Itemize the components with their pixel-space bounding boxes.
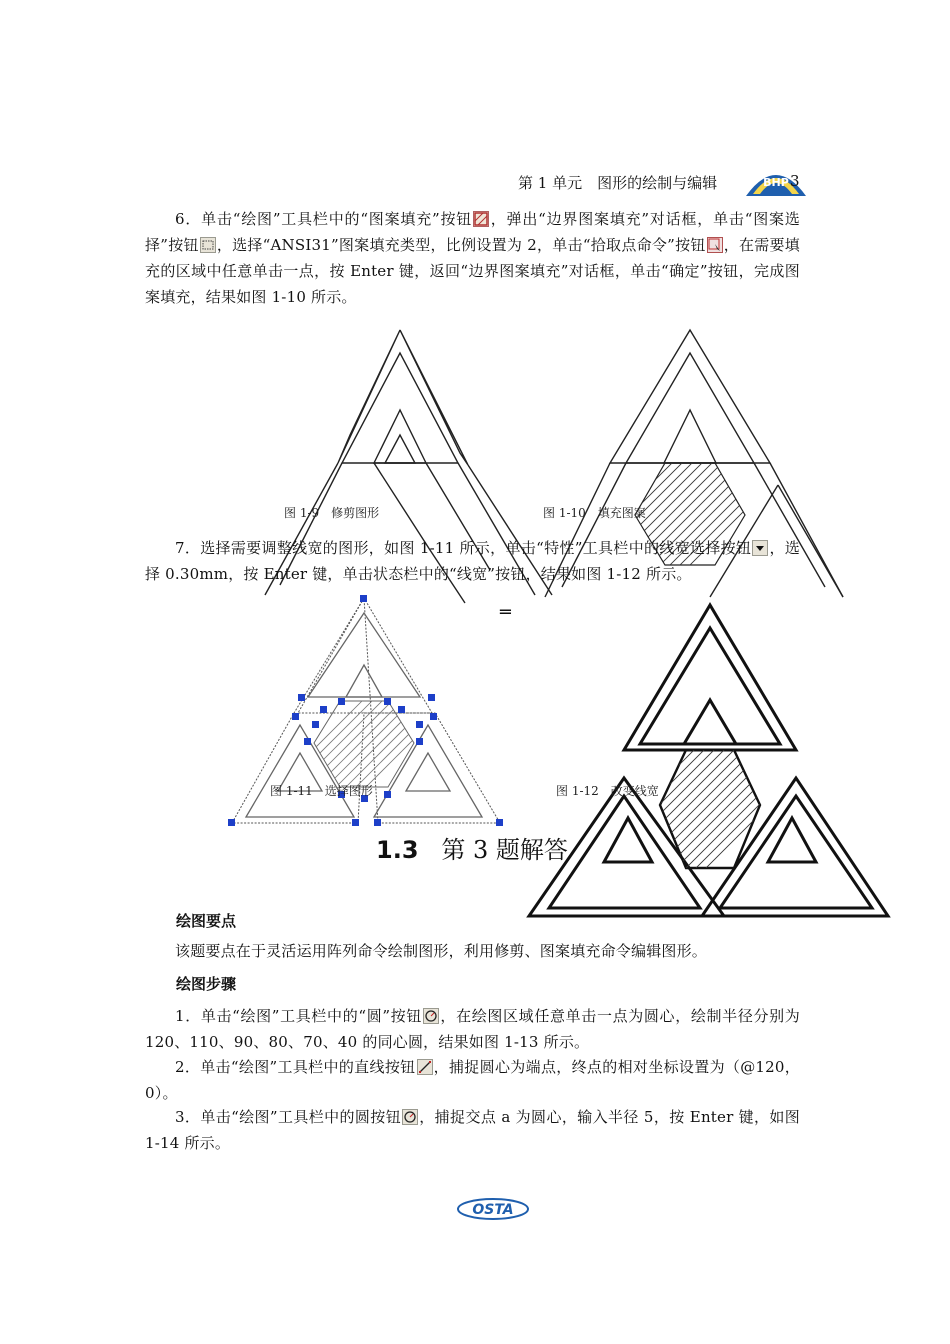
caption-fig-1-10: 图 1-10 填充图案 [543, 506, 646, 520]
step-1: 1．单击“绘图”工具栏中的“圆”按钮 ，在绘图区域任意单击一点为圆心，绘制半径分别为 120、110、90、80、70、40 的同心圆，结果如图 1-13 所示。 [145, 1007, 800, 1051]
caption-fig-1-12: 图 1-12 改变线宽 [556, 784, 659, 798]
key-points-heading: 绘图要点 [176, 912, 237, 930]
paragraph-step-6: 6．单击“绘图”工具栏中的“图案填充”按钮 ，弹出“边界图案填充”对话框，单击“图案选择”按钮 ，选择“ANSI31”图案填充类型，比例设置为 2，单击“拾取点命令”按钮 ，在需要填充的区域中任意单击一点，按 Enter 键，返回“边界图案填充”对话框，单击“确定”按钮，完成图案填充，结果如图 1-10 所示。 [145, 210, 800, 306]
pattern-select-icon[interactable] [200, 237, 216, 253]
key-points-text: 该题要点在于灵活运用阵列命令绘制图形，利用修剪、图案填充命令编辑图形。 [175, 942, 708, 960]
circle-icon[interactable] [402, 1109, 418, 1125]
running-header: 第 1 单元 图形的绘制与编辑 [518, 174, 718, 192]
step-3: 3．单击“绘图”工具栏中的圆按钮 ，捕捉交点 a 为圆心，输入半径 5，按 Enter 键，如图 1-14 所示。 [145, 1108, 800, 1152]
lineweight-dropdown-icon[interactable] [752, 540, 768, 556]
overlap-mark: ═ [500, 602, 511, 623]
line-icon[interactable] [417, 1059, 433, 1075]
figure-1-12 [524, 600, 894, 920]
caption-fig-1-11: 图 1-11 选择图形 [270, 784, 373, 798]
caption-fig-1-9: 图 1-9 修剪图形 [284, 506, 380, 520]
section-heading: 1.3 第 3 题解答 [376, 836, 568, 864]
footer-logo [456, 1196, 530, 1222]
steps-heading: 绘图步骤 [176, 975, 237, 993]
hatch-icon[interactable] [473, 211, 489, 227]
logo-text: BHP [763, 176, 789, 189]
step-2: 2．单击“绘图”工具栏中的直线按钮 ，捕捉圆心为端点，终点的相对坐标设置为（@120，0）。 [145, 1058, 800, 1102]
page-number: 3 [790, 172, 800, 190]
paragraph-step-7: 7．选择需要调整线宽的图形，如图 1-11 所示，单击“特性”工具栏中的线宽选择按钮 ，选择 0.30mm，按 Enter 键，单击状态栏中的“线宽”按钮，结果如图 1-12 所示。 [145, 539, 800, 583]
footer-logo-text: OSTA [472, 1202, 514, 1218]
circle-icon[interactable] [423, 1008, 439, 1024]
figure-1-11 [228, 595, 508, 835]
pick-point-icon[interactable] [707, 237, 723, 253]
